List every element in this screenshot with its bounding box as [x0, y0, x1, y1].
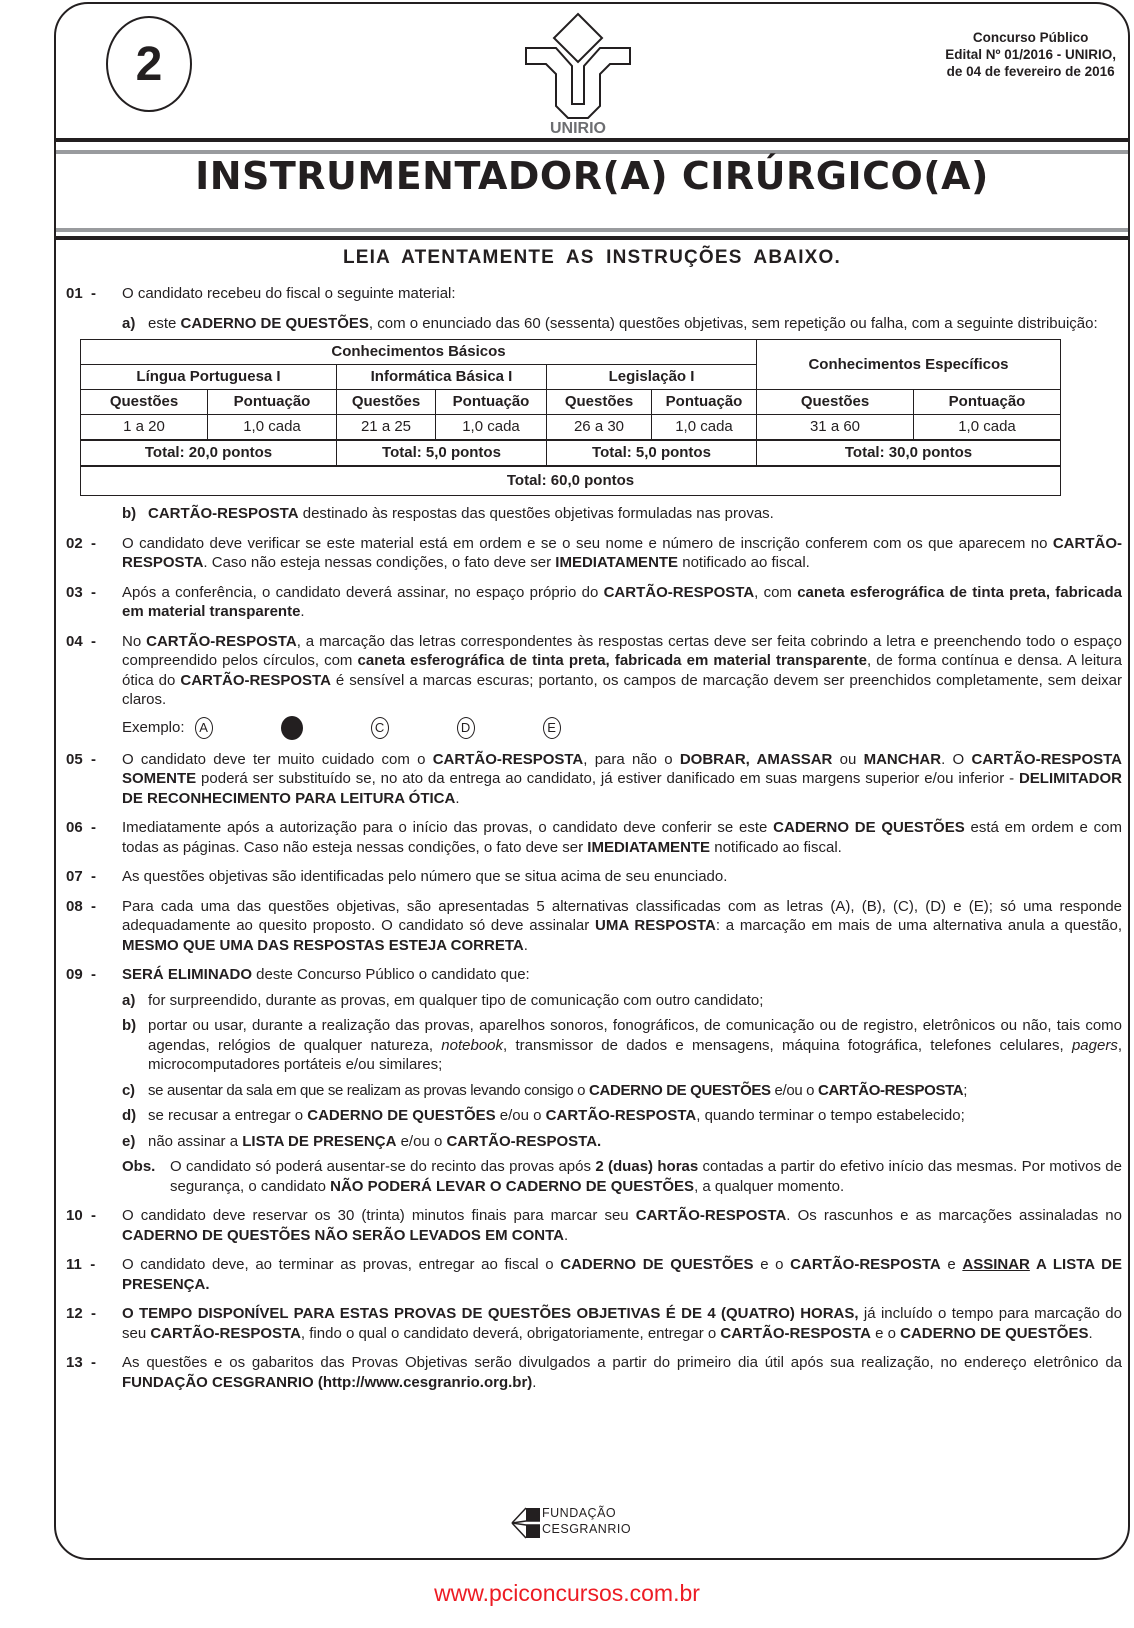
bold-run: O TEMPO DISPONÍVEL PARA ESTAS PROVAS DE QUESTÕES OBJETIVAS É DE 4 (QUATRO) HORAS, — [122, 1305, 859, 1322]
text-run: deste Concurso Público o candidato que: — [252, 966, 530, 983]
edital-info — [945, 29, 1116, 80]
cell-questions: 31 a 60 — [757, 415, 914, 441]
bold-run: DELIMITADOR DE RECONHECIMENTO PARA LEITURA ÓTICA — [122, 770, 1122, 807]
marking-example — [122, 716, 1122, 740]
item-number: 12 - — [66, 1305, 97, 1322]
text-run: e o — [870, 1324, 901, 1342]
divider — [56, 228, 1128, 232]
text-run: . — [532, 1373, 537, 1391]
item-number: 02 - — [66, 534, 97, 552]
subject-header: Legislação I — [547, 365, 757, 390]
column-header: Pontuação — [208, 390, 337, 415]
text-run: As questões e os gabaritos das Provas Objetivas serão divulgados a partir do primeiro dia útil após sua realização, no endereço eletrônico da — [122, 1354, 1122, 1371]
text-run: e/ou o — [396, 1132, 447, 1150]
text-run: se ausentar da sala em que se realizam as provas levando consigo o — [148, 1081, 589, 1099]
bold-run: CARTÃO-RESPOSTA — [720, 1324, 871, 1342]
instruction-09e — [122, 1132, 1122, 1152]
instruction-12 — [66, 1304, 1122, 1343]
bold-run: MANCHAR — [863, 750, 942, 768]
unirio-logo — [518, 10, 638, 138]
bold-run: 2 (duas) horas — [595, 1158, 699, 1175]
text-run: O candidato deve verificar se este material está em ordem e se o seu nome e número de inscrição conferem com os que aparecem no — [122, 534, 1053, 552]
text-run: , a marcação das letras correspondentes às respostas certas deve ser feita cobrindo a letra e preenchendo todo o espaço compreendido pelos círculos, com — [122, 632, 1122, 669]
example-label: Exemplo: — [122, 718, 185, 736]
instruction-05 — [66, 750, 1122, 809]
text-run: destinado às respostas das questões objetivas formuladas nas provas. — [298, 505, 774, 522]
cell-questions: 21 a 25 — [337, 415, 436, 441]
source-url-link[interactable]: www.pciconcursos.com.br — [434, 1580, 700, 1606]
page-frame — [54, 2, 1130, 1560]
item-text — [122, 1304, 1122, 1343]
bold-run: caneta esferográfica de tinta preta, fabricada em material transparente — [122, 583, 1122, 620]
item-text: O candidato recebeu do fiscal o seguinte material: — [122, 285, 456, 302]
answer-bubble-b-filled — [281, 716, 303, 740]
bold-run: CADERNO DE QUESTÕES — [560, 1256, 754, 1273]
item-number: 08 - — [66, 897, 97, 915]
instruction-03 — [66, 583, 1122, 622]
group-specific-header: Conhecimentos Específicos — [757, 340, 1061, 390]
table-row — [81, 415, 1061, 441]
item-text — [122, 534, 1122, 573]
edital-line-3: de 04 de fevereiro de 2016 — [946, 64, 1115, 79]
column-header: Questões — [547, 390, 652, 415]
cell-points: 1,0 cada — [914, 415, 1061, 441]
bold-run: LISTA DE PRESENÇA — [242, 1132, 397, 1150]
divider — [56, 138, 1128, 142]
bold-run: CADERNO DE QUESTÕES — [900, 1324, 1089, 1342]
sub-text: for surpreendido, durante as provas, em qualquer tipo de comunicação com outro candidato; — [148, 991, 764, 1009]
answer-bubble-c: C — [371, 717, 389, 739]
underlined-run: ASSINAR — [962, 1256, 1030, 1273]
text-run: , findo o qual o candidato deverá, obrigatoriamente, entregar o — [300, 1324, 721, 1342]
bold-run: CARTÃO-RESPOSTA — [180, 671, 331, 689]
text-run: é sensível a marcas escuras; portanto, os campos de marcação devem ser preenchidos completamente, sem deixar claros. — [122, 671, 1122, 708]
item-text — [122, 750, 1122, 809]
sub-text — [148, 1132, 1122, 1152]
instruction-07 — [66, 867, 1122, 887]
sub-label: c) — [122, 1081, 135, 1099]
instruction-09a — [122, 991, 1122, 1011]
instructions-heading: LEIA ATENTAMENTE AS INSTRUÇÕES ABAIXO. — [342, 247, 842, 268]
logo-line: CESGRANRIO — [542, 1522, 632, 1536]
instruction-09b — [122, 1016, 1122, 1075]
unirio-logo-icon — [518, 10, 638, 120]
item-text — [122, 1206, 1122, 1245]
text-run: , de forma contínua e densa. A leitura ótica do — [122, 652, 1123, 689]
text-run: Imediatamente após a autorização para o início das provas, o candidato deve conferir se este — [122, 819, 774, 836]
instructions-list — [66, 284, 1122, 1402]
instruction-06 — [66, 818, 1122, 857]
bold-run: CARTÃO-RESPOSTA — [545, 1107, 697, 1124]
item-number: 01 - — [66, 285, 97, 302]
sub-text — [148, 1016, 1122, 1075]
text-run: : a marcação em mais de uma alternativa anula a questão, — [715, 917, 1122, 934]
bold-run: UMA RESPOSTA — [595, 917, 716, 934]
bold-run: CARTÃO-RESPOSTA — [603, 583, 755, 601]
sub-text — [148, 504, 1122, 524]
text-run: , quando terminar o tempo estabelecido; — [696, 1107, 965, 1124]
text-run: notificado ao fiscal. — [678, 554, 810, 571]
cell-grand-total: Total: 60,0 pontos — [81, 466, 1061, 496]
page-title: INSTRUMENTADOR(A) CIRÚRGICO(A) — [195, 154, 989, 198]
bold-run: CADERNO DE QUESTÕES — [773, 819, 965, 836]
header — [56, 4, 1128, 144]
distribution-table — [80, 339, 1061, 496]
instruction-09-obs — [122, 1157, 1122, 1196]
text-run: portar ou usar, durante a realização das provas, aparelhos sonoros, fonográficos, de comunicação ou de registro, eletrônicos ou não, tais como agendas, relógios de qualquer natureza, — [148, 1017, 1122, 1054]
bold-run: CARTÃO-RESPOSTA — [432, 750, 584, 768]
text-run: contadas a partir do efetivo início das mesmas. Por motivos de segurança, o candidato — [170, 1158, 1122, 1195]
item-number: 07 - — [66, 868, 97, 885]
sub-label: b) — [122, 505, 137, 522]
bold-run: CARTÃO-RESPOSTA — [122, 534, 1122, 571]
text-run: este — [148, 314, 177, 332]
cesgranrio-logo-text — [542, 1505, 631, 1537]
answer-bubble-a: A — [195, 717, 213, 739]
cell-questions: 26 a 30 — [547, 415, 652, 441]
item-text — [122, 583, 1122, 622]
item-number: 05 - — [66, 750, 97, 768]
text-run: . Os rascunhos e as marcações assinaladas no — [786, 1207, 1122, 1224]
text-run: O candidato deve reservar os 30 (trinta) minutos finais para marcar seu — [122, 1207, 636, 1224]
instruction-13 — [66, 1353, 1122, 1392]
item-number: 13 - — [66, 1354, 97, 1371]
bold-run: CADERNO DE QUESTÕES — [307, 1107, 496, 1124]
text-run: poderá ser substituído se, no ato da entrega ao candidato, já estiver danificado em suas margens superior e/ou inferior - — [196, 770, 1019, 787]
text-run: . — [523, 936, 528, 954]
sub-text — [170, 1157, 1122, 1196]
bold-run: DOBRAR, AMASSAR — [679, 750, 833, 768]
instruction-02 — [66, 534, 1122, 573]
bold-run: CARTÃO-RESPOSTA. — [446, 1132, 602, 1150]
column-header: Questões — [81, 390, 208, 415]
text-run: , a qualquer momento. — [694, 1177, 845, 1195]
booklet-number-badge: 2 — [106, 16, 192, 112]
bold-run: CARTÃO-RESPOSTA — [817, 1081, 964, 1099]
group-basic-header: Conhecimentos Básicos — [81, 340, 757, 365]
instruction-01a — [122, 314, 1122, 334]
logo-line: FUNDAÇÃO — [542, 1506, 617, 1520]
edital-line-2: Edital Nº 01/2016 - UNIRIO, — [945, 47, 1116, 62]
instruction-09 — [66, 965, 1122, 985]
cell-points: 1,0 cada — [436, 415, 547, 441]
subject-header: Língua Portuguesa I — [81, 365, 337, 390]
text-run: No — [122, 632, 147, 650]
text-run: O candidato só poderá ausentar-se do recinto das provas após — [170, 1158, 596, 1175]
table-row-totals — [81, 440, 1061, 466]
sub-label: a) — [122, 991, 136, 1009]
text-run: . — [455, 789, 460, 807]
text-run: , microcomputadores portáteis e/ou similares; — [148, 1036, 1122, 1073]
instruction-09c — [122, 1081, 1122, 1101]
item-number: 04 - — [66, 632, 97, 650]
bold-run: CARTÃO-RESPOSTA — [148, 505, 299, 522]
bold-run: IMEDIATAMENTE — [555, 554, 679, 571]
bold-run: CADERNO DE QUESTÕES — [589, 1081, 771, 1099]
sub-label: a) — [122, 314, 136, 332]
item-number: 11 - — [66, 1256, 96, 1273]
item-number: 09 - — [66, 966, 97, 983]
cell-total: Total: 30,0 pontos — [757, 440, 1061, 466]
column-header: Pontuação — [436, 390, 547, 415]
text-run: . — [563, 1226, 569, 1244]
text-run: , com o enunciado das 60 (sessenta) questões objetivas, sem repetição ou falha, com a seguinte distribuição: — [368, 314, 1098, 332]
cell-total: Total: 5,0 pontos — [337, 440, 547, 466]
sub-label: b) — [122, 1017, 137, 1034]
sub-label: d) — [122, 1107, 137, 1124]
cell-total: Total: 20,0 pontos — [81, 440, 337, 466]
bold-run: MESMO QUE UMA DAS RESPOSTAS ESTEJA CORRETA — [122, 936, 524, 954]
bold-run: A LISTA DE PRESENÇA. — [122, 1256, 1123, 1293]
bold-run: CARTÃO-RESPOSTA — [635, 1207, 787, 1224]
column-header: Pontuação — [914, 390, 1061, 415]
italic-run: pagers — [1071, 1036, 1118, 1054]
answer-bubble-e: E — [543, 717, 561, 739]
text-run: se recusar a entregar o — [148, 1107, 308, 1124]
column-header: Questões — [757, 390, 914, 415]
instruction-10 — [66, 1206, 1122, 1245]
text-run: e — [940, 1256, 963, 1273]
column-header: Pontuação — [652, 390, 757, 415]
text-run: ou — [832, 750, 864, 768]
instruction-01b — [122, 504, 1122, 524]
cell-questions: 1 a 20 — [81, 415, 208, 441]
bold-run: NÃO PODERÁ LEVAR O CADERNO DE QUESTÕES — [330, 1177, 695, 1195]
sub-text — [148, 1106, 1122, 1126]
item-text — [122, 965, 1122, 985]
instruction-09d — [122, 1106, 1122, 1126]
text-run: já incluído o tempo para marcação do seu — [122, 1305, 1122, 1342]
instruction-04 — [66, 632, 1122, 710]
bold-run: CARTÃO-RESPOSTA — [146, 632, 297, 650]
cell-points: 1,0 cada — [652, 415, 757, 441]
item-number: 06 - — [66, 819, 97, 836]
edital-line-1: Concurso Público — [972, 30, 1089, 45]
text-run: . Caso não esteja nessas condições, o fato deve ser — [203, 554, 556, 571]
bold-run: IMEDIATAMENTE — [587, 838, 711, 856]
text-run: e/ou o — [495, 1107, 546, 1124]
bold-run: FUNDAÇÃO CESGRANRIO (http://www.cesgranrio.org.br) — [122, 1373, 533, 1391]
item-text — [122, 632, 1122, 710]
text-run: Para cada uma das questões objetivas, são apresentadas 5 alternativas classificadas com as letras (A), (B), (C), (D) e (E); só uma responde adequadamente ao quesito proposto. O candidato só deve assinalar — [122, 897, 1122, 934]
item-text — [122, 897, 1122, 956]
bold-run: CADERNO DE QUESTÕES — [180, 314, 369, 332]
instruction-08 — [66, 897, 1122, 956]
instruction-11 — [66, 1255, 1122, 1294]
cesgranrio-arrow-icon — [510, 1506, 542, 1540]
instruction-01 — [66, 284, 1122, 304]
bold-run: CARTÃO-RESPOSTA SOMENTE — [122, 750, 1122, 787]
bold-run: CARTÃO-RESPOSTA — [150, 1324, 301, 1342]
bold-run: SERÁ ELIMINADO — [122, 966, 253, 983]
text-run: Após a conferência, o candidato deverá assinar, no espaço próprio do — [122, 583, 604, 601]
text-run: O candidato deve ter muito cuidado com o — [122, 750, 433, 768]
bold-run: CADERNO DE QUESTÕES NÃO SERÃO LEVADOS EM CONTA — [122, 1226, 564, 1244]
item-text — [122, 818, 1122, 857]
text-run: e/ou o — [770, 1081, 818, 1099]
unirio-logo-text: UNIRIO — [550, 120, 606, 137]
item-text: As questões objetivas são identificadas pelo número que se situa acima de seu enunciado. — [122, 868, 728, 885]
text-run: , para não o — [583, 750, 680, 768]
text-run: . — [1088, 1324, 1093, 1342]
italic-run: notebook — [441, 1036, 504, 1054]
sub-label: Obs. — [122, 1158, 156, 1175]
sub-text — [148, 1081, 1122, 1101]
sub-text — [148, 314, 1122, 334]
text-run: ; — [963, 1081, 968, 1099]
answer-bubble-d: D — [457, 717, 475, 739]
divider — [56, 236, 1128, 240]
text-run: O candidato deve, ao terminar as provas, entregar ao fiscal o — [122, 1256, 561, 1273]
bold-run: CARTÃO-RESPOSTA — [790, 1256, 941, 1273]
text-run: e o — [753, 1256, 791, 1273]
text-run: não assinar a — [148, 1132, 243, 1150]
bold-run: caneta esferográfica de tinta preta, fabricada em material transparente — [357, 652, 867, 669]
text-run: notificado ao fiscal. — [710, 838, 842, 856]
text-run: . — [300, 603, 305, 620]
item-text — [122, 1255, 1122, 1294]
item-number: 10 - — [66, 1207, 97, 1224]
item-text — [122, 1353, 1122, 1392]
cell-total: Total: 5,0 pontos — [547, 440, 757, 466]
sub-label: e) — [122, 1132, 136, 1150]
text-run: , com — [754, 583, 798, 601]
table-row-grand-total — [81, 466, 1061, 496]
subject-header: Informática Básica I — [337, 365, 547, 390]
text-run: está em ordem e com todas as páginas. Caso não esteja nessas condições, o fato deve ser — [122, 819, 1122, 856]
text-run: . O — [941, 750, 972, 768]
cesgranrio-logo — [510, 1505, 640, 1541]
cell-points: 1,0 cada — [208, 415, 337, 441]
item-number: 03 - — [66, 583, 97, 601]
column-header: Questões — [337, 390, 436, 415]
text-run: , transmissor de dados e mensagens, máquina fotográfica, telefones celulares, — [503, 1036, 1072, 1054]
